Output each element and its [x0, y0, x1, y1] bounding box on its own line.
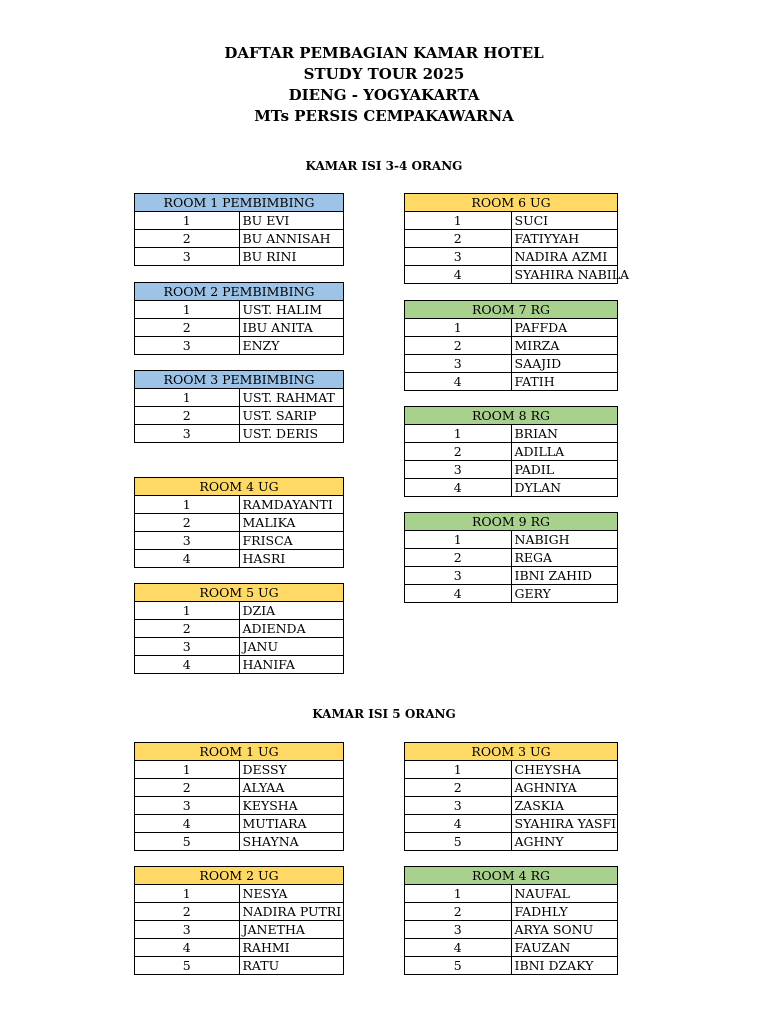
member-name: UST. DERIS: [239, 425, 344, 443]
room-table: [404, 406, 618, 497]
member-number: 2: [135, 230, 240, 248]
room-title: ROOM 7 RG: [405, 301, 618, 319]
member-number: 4: [405, 939, 512, 957]
room-title: ROOM 2 UG: [135, 867, 344, 885]
table-row: [135, 337, 344, 355]
room-title: ROOM 1 PEMBIMBING: [135, 194, 344, 212]
member-name: NAUFAL: [511, 885, 618, 903]
member-name: IBU ANITA: [239, 319, 344, 337]
doc-subtitle: STUDY TOUR 2025: [303, 65, 465, 83]
table-row: [405, 797, 618, 815]
room-table: [404, 193, 630, 284]
member-number: 1: [135, 602, 240, 620]
member-number: 4: [405, 585, 512, 603]
member-name: SHAYNA: [239, 833, 344, 851]
member-number: 1: [135, 301, 240, 319]
member-name: AGHNIYA: [511, 779, 618, 797]
table-row: [405, 531, 618, 549]
member-name: NESYA: [239, 885, 344, 903]
room-table: [404, 300, 618, 391]
table-row: [405, 461, 618, 479]
member-name: NABIGH: [511, 531, 618, 549]
member-number: 4: [135, 656, 240, 674]
table-row: [135, 319, 344, 337]
room-table: [134, 866, 344, 975]
room-table: [134, 282, 344, 355]
member-name: BU ANNISAH: [239, 230, 344, 248]
room-title: ROOM 6 UG: [405, 194, 618, 212]
member-name: BU EVI: [239, 212, 344, 230]
member-number: 4: [405, 373, 512, 391]
room-title: ROOM 8 RG: [405, 407, 618, 425]
table-row: [135, 620, 344, 638]
table-row: [405, 319, 618, 337]
room-title: ROOM 3 UG: [405, 743, 618, 761]
room-table: [134, 193, 344, 266]
table-row: [135, 425, 344, 443]
member-number: 3: [405, 921, 512, 939]
member-name: ALYAA: [239, 779, 344, 797]
member-number: 1: [405, 319, 512, 337]
table-row: [405, 885, 618, 903]
member-number: 5: [405, 833, 512, 851]
member-name: PAFFDA: [511, 319, 618, 337]
table-row: [405, 585, 618, 603]
table-row: [405, 903, 618, 921]
member-name: UST. SARIP: [239, 407, 344, 425]
member-name: NADIRA AZMI: [511, 248, 618, 266]
member-name: ARYA SONU: [511, 921, 618, 939]
member-number: 3: [135, 532, 240, 550]
member-number: 1: [135, 212, 240, 230]
member-name: CHEYSHA: [511, 761, 618, 779]
room-table: [134, 370, 344, 443]
member-number: 1: [405, 425, 512, 443]
table-row: [135, 514, 344, 532]
member-name: FRISCA: [239, 532, 344, 550]
room-title: ROOM 9 RG: [405, 513, 618, 531]
table-row: [405, 939, 618, 957]
member-name: RAHMI: [239, 939, 344, 957]
table-row: [135, 389, 344, 407]
room-title: ROOM 1 UG: [135, 743, 344, 761]
member-number: 3: [135, 337, 240, 355]
member-name: NADIRA PUTRI: [239, 903, 344, 921]
table-row: [405, 957, 618, 975]
table-row: [135, 761, 344, 779]
member-number: 3: [405, 355, 512, 373]
member-name: IBNI DZAKY: [511, 957, 618, 975]
member-name: UST. HALIM: [239, 301, 344, 319]
table-row: [135, 230, 344, 248]
member-number: 1: [405, 531, 512, 549]
member-number: 2: [405, 903, 512, 921]
room-table: [404, 512, 618, 603]
member-name: HASRI: [239, 550, 344, 568]
table-row: [135, 602, 344, 620]
member-name: ADILLA: [511, 443, 618, 461]
room-title: ROOM 5 UG: [135, 584, 344, 602]
table-row: [135, 550, 344, 568]
member-name: MIRZA: [511, 337, 618, 355]
table-row: [135, 248, 344, 266]
room-title: ROOM 4 RG: [405, 867, 618, 885]
room-title: ROOM 2 PEMBIMBING: [135, 283, 344, 301]
table-row: [135, 885, 344, 903]
member-number: 3: [405, 567, 512, 585]
room-title: ROOM 3 PEMBIMBING: [135, 371, 344, 389]
room-table: [404, 866, 618, 975]
member-number: 3: [135, 248, 240, 266]
table-row: [135, 921, 344, 939]
table-row: [405, 425, 618, 443]
member-name: DZIA: [239, 602, 344, 620]
member-number: 1: [135, 761, 240, 779]
member-name: GERY: [511, 585, 618, 603]
table-row: [405, 815, 618, 833]
member-number: 3: [405, 248, 512, 266]
member-number: 2: [405, 443, 512, 461]
table-row: [405, 833, 618, 851]
member-number: 5: [405, 957, 512, 975]
member-number: 5: [135, 833, 240, 851]
table-row: [135, 638, 344, 656]
doc-school: MTs PERSIS CEMPAKAWARNA: [254, 107, 514, 125]
member-number: 3: [135, 425, 240, 443]
member-number: 3: [135, 921, 240, 939]
member-number: 2: [405, 230, 512, 248]
table-row: [405, 212, 618, 230]
member-number: 4: [405, 479, 512, 497]
table-row: [405, 567, 618, 585]
member-name: JANETHA: [239, 921, 344, 939]
member-name: SYAHIRA NABILA: [511, 266, 618, 284]
member-number: 2: [135, 407, 240, 425]
member-name: RAMDAYANTI: [239, 496, 344, 514]
section-title-3-4: KAMAR ISI 3-4 ORANG: [305, 159, 463, 173]
table-row: [405, 549, 618, 567]
member-name: MALIKA: [239, 514, 344, 532]
table-row: [135, 212, 344, 230]
room-table: [404, 742, 618, 851]
table-row: [135, 797, 344, 815]
member-name: SAAJID: [511, 355, 618, 373]
table-row: [135, 833, 344, 851]
member-number: 2: [135, 903, 240, 921]
member-number: 1: [135, 389, 240, 407]
member-name: ZASKIA: [511, 797, 618, 815]
member-number: 1: [135, 885, 240, 903]
member-number: 3: [135, 797, 240, 815]
member-number: 4: [135, 939, 240, 957]
member-name: ADIENDA: [239, 620, 344, 638]
table-row: [135, 496, 344, 514]
member-number: 3: [135, 638, 240, 656]
member-number: 2: [135, 779, 240, 797]
member-name: SUCI: [511, 212, 618, 230]
member-name: DESSY: [239, 761, 344, 779]
member-name: SYAHIRA YASFI: [511, 815, 618, 833]
member-number: 4: [135, 550, 240, 568]
room-table: [134, 742, 344, 851]
table-row: [405, 266, 618, 284]
member-number: 1: [135, 496, 240, 514]
member-name: FATIYYAH: [511, 230, 618, 248]
table-row: [405, 248, 618, 266]
member-name: HANIFA: [239, 656, 344, 674]
member-number: 2: [405, 549, 512, 567]
member-number: 4: [405, 815, 512, 833]
member-name: FADHLY: [511, 903, 618, 921]
member-number: 4: [405, 266, 512, 284]
member-name: JANU: [239, 638, 344, 656]
member-name: ENZY: [239, 337, 344, 355]
room-table: [134, 477, 344, 568]
member-name: MUTIARA: [239, 815, 344, 833]
member-number: 3: [405, 797, 512, 815]
doc-title: DAFTAR PEMBAGIAN KAMAR HOTEL: [224, 44, 544, 62]
table-row: [405, 230, 618, 248]
table-row: [405, 443, 618, 461]
table-row: [135, 903, 344, 921]
member-number: 1: [405, 761, 512, 779]
member-name: BRIAN: [511, 425, 618, 443]
doc-destination: DIENG - YOGYAKARTA: [288, 86, 480, 104]
table-row: [135, 656, 344, 674]
table-row: [135, 779, 344, 797]
member-number: 3: [405, 461, 512, 479]
member-name: KEYSHA: [239, 797, 344, 815]
member-number: 4: [135, 815, 240, 833]
member-name: UST. RAHMAT: [239, 389, 344, 407]
table-row: [405, 373, 618, 391]
member-name: FATIH: [511, 373, 618, 391]
member-number: 2: [135, 620, 240, 638]
member-name: IBNI ZAHID: [511, 567, 618, 585]
member-name: REGA: [511, 549, 618, 567]
member-number: 1: [405, 212, 512, 230]
table-row: [405, 779, 618, 797]
member-number: 2: [405, 337, 512, 355]
table-row: [405, 337, 618, 355]
table-row: [135, 532, 344, 550]
member-number: 1: [405, 885, 512, 903]
table-row: [135, 957, 344, 975]
member-name: FAUZAN: [511, 939, 618, 957]
table-row: [135, 815, 344, 833]
table-row: [405, 761, 618, 779]
member-number: 5: [135, 957, 240, 975]
member-number: 2: [135, 319, 240, 337]
member-name: DYLAN: [511, 479, 618, 497]
table-row: [135, 939, 344, 957]
room-title: ROOM 4 UG: [135, 478, 344, 496]
table-row: [405, 355, 618, 373]
member-name: AGHNY: [511, 833, 618, 851]
member-number: 2: [405, 779, 512, 797]
room-table: [134, 583, 344, 674]
member-name: BU RINI: [239, 248, 344, 266]
table-row: [135, 301, 344, 319]
member-number: 2: [135, 514, 240, 532]
table-row: [135, 407, 344, 425]
table-row: [405, 921, 618, 939]
section-title-5: KAMAR ISI 5 ORANG: [312, 707, 456, 721]
member-name: PADIL: [511, 461, 618, 479]
table-row: [405, 479, 618, 497]
member-name: RATU: [239, 957, 344, 975]
